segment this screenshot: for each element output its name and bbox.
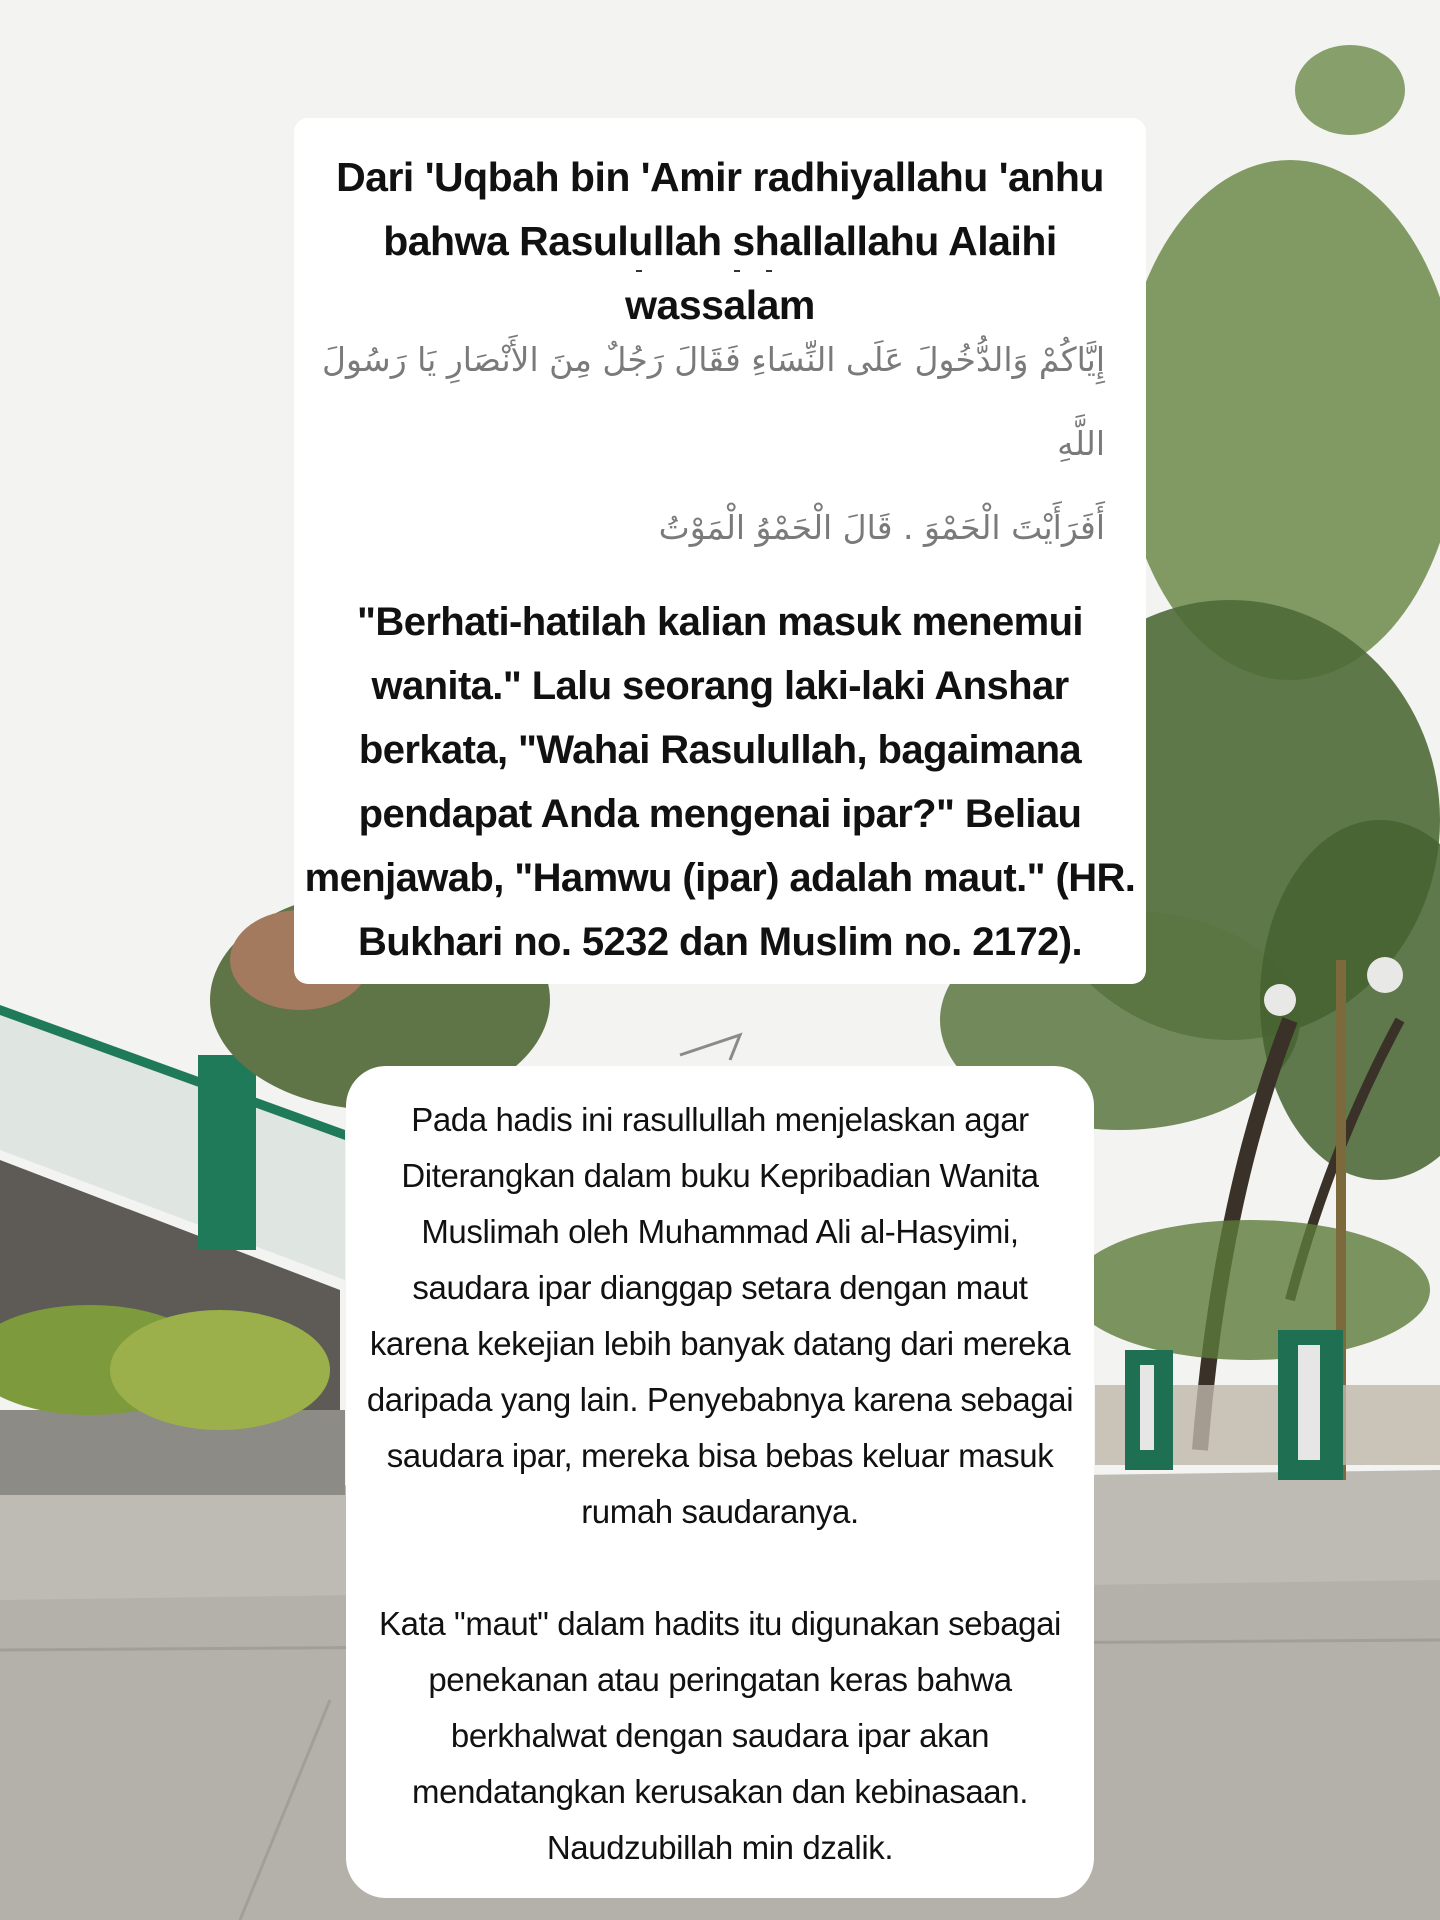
explanation-paragraph-1: Pada hadis ini rasullullah menjelaskan agar Diterangkan dalam buku Kepribadian Wanita Muslimah oleh Muhammad Ali al-Hasyimi, saudara ipar dianggap setara dengan maut karena kekejian lebih banyak datang dari mereka daripada yang lain. Penyebabnya karena sebagai saudara ipar, mereka bisa bebas keluar masuk rumah saudaranya. [366,1101,1074,1530]
arabic-hadith-text [305,318,1105,570]
hadith-translation: "Berhati-hatilah kalian masuk menemui wanita." Lalu seorang laki-laki Anshar berkata, "Wahai Rasulullah, bagaimana pendapat Anda mengenai ipar?" Beliau menjawab, "Hamwu (ipar) adalah maut." (HR. Bukhari no. 5232 dan Muslim no. 2172). [304,600,1136,964]
heading-line-1: Dari 'Uqbah bin 'Amir radhiyallahu 'anhu [336,154,1104,200]
explanation-text [360,1092,1080,1876]
arabic-line-2: أَفَرَأَيْتَ الْحَمْوَ . قَالَ الْحَمْوُ الْمَوْتُ [658,508,1105,547]
arabic-line-1: إِيَّاكُمْ وَالدُّخُولَ عَلَى النِّسَاءِ فَقَالَ رَجُلٌ مِنَ الأَنْصَارِ يَا رَسُولَ اللَّهِ [322,340,1105,463]
decorative-dashes [294,270,1146,280]
narration-heading [294,145,1146,337]
heading-line-2: bahwa Rasulullah shallallahu Alaihi wassalam [383,218,1057,328]
explanation-paragraph-2: Kata "maut" dalam hadits itu digunakan sebagai penekanan atau peringatan keras bahwa berkhalwat dengan saudara ipar akan mendatangkan kerusakan dan kebinasaan. Naudzubillah min dzalik. [379,1605,1061,1866]
